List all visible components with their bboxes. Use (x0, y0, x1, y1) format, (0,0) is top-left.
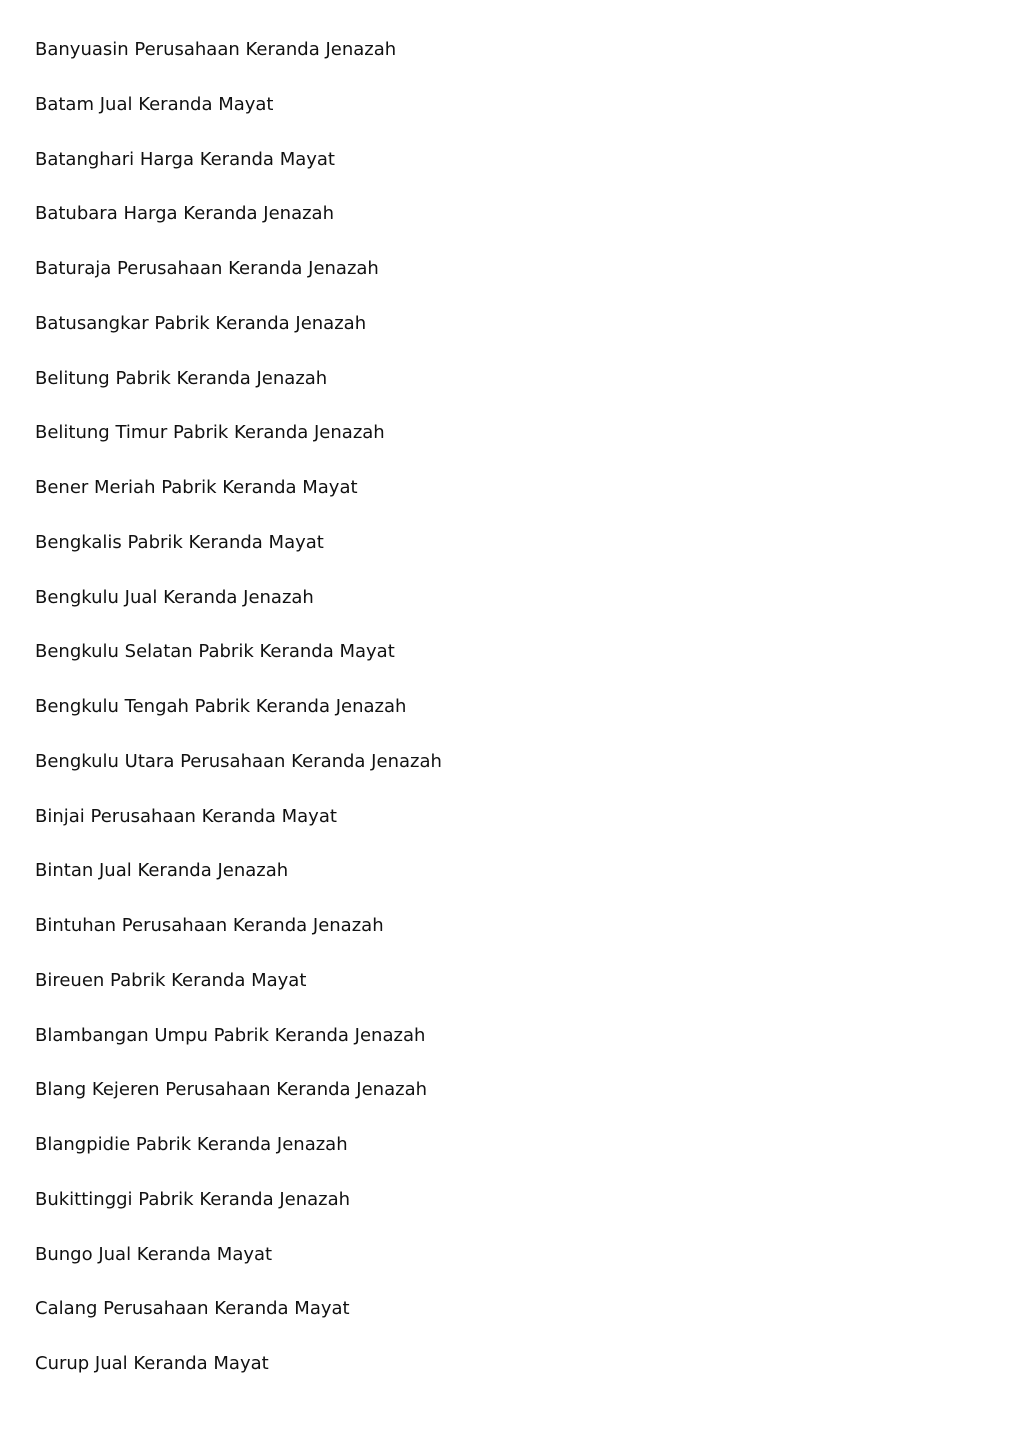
list-item: Batanghari Harga Keranda Mayat (35, 148, 335, 170)
list-item: Curup Jual Keranda Mayat (35, 1353, 269, 1374)
entry-list (35, 35, 995, 1379)
list-item: Calang Perusahaan Keranda Mayat (35, 1298, 350, 1320)
list-item: Bengkulu Tengah Pabrik Keranda Jenazah (35, 696, 407, 717)
list-item: Binjai Perusahaan Keranda Mayat (35, 805, 337, 827)
list-item: Bungo Jual Keranda Mayat (35, 1243, 273, 1265)
list-item: Bener Meriah Pabrik Keranda Mayat (35, 477, 358, 498)
document-page (35, 35, 995, 1379)
list-item: Blambangan Umpu Pabrik Keranda Jenazah (35, 1024, 426, 1046)
list-item: Bengkalis Pabrik Keranda Mayat (35, 531, 324, 553)
list-item: Batusangkar Pabrik Keranda Jenazah (35, 312, 367, 334)
list-item: Bukittinggi Pabrik Keranda Jenazah (35, 1188, 351, 1210)
list-item: Bengkulu Utara Perusahaan Keranda Jenazah (35, 750, 442, 772)
list-item: Batam Jual Keranda Mayat (35, 93, 274, 115)
list-item: Belitung Timur Pabrik Keranda Jenazah (35, 422, 385, 444)
list-item: Bintuhan Perusahaan Keranda Jenazah (35, 915, 384, 936)
list-item: Blangpidie Pabrik Keranda Jenazah (35, 1134, 348, 1155)
list-item: Batubara Harga Keranda Jenazah (35, 203, 334, 225)
list-item: Banyuasin Perusahaan Keranda Jenazah (35, 39, 397, 60)
list-item: Bintan Jual Keranda Jenazah (35, 860, 289, 882)
list-item: Belitung Pabrik Keranda Jenazah (35, 367, 328, 389)
list-item: Bengkulu Selatan Pabrik Keranda Mayat (35, 641, 395, 663)
list-item: Bireuen Pabrik Keranda Mayat (35, 969, 307, 991)
list-item: Baturaja Perusahaan Keranda Jenazah (35, 258, 379, 279)
list-item: Bengkulu Jual Keranda Jenazah (35, 586, 314, 608)
list-item: Blang Kejeren Perusahaan Keranda Jenazah (35, 1079, 428, 1101)
